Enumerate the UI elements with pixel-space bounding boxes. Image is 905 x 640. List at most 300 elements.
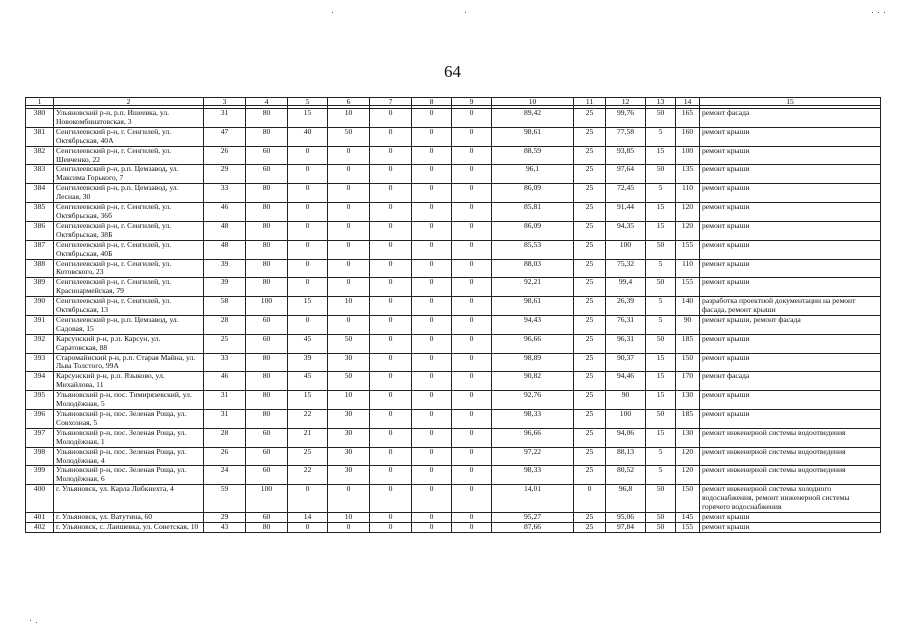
col-4-cell: 80 <box>246 221 288 240</box>
table-row <box>26 391 881 410</box>
row-number-cell: 384 <box>26 184 54 203</box>
col-9-cell: 0 <box>452 372 492 391</box>
col-4-cell: 80 <box>246 522 288 532</box>
col-4-cell: 80 <box>246 203 288 222</box>
col-14-cell: 120 <box>676 466 700 485</box>
col-10-cell: 90,82 <box>492 372 574 391</box>
scan-speck <box>878 12 879 13</box>
col-11-cell: 25 <box>574 428 606 447</box>
col-4-cell: 100 <box>246 485 288 513</box>
col-14-cell: 155 <box>676 240 700 259</box>
scan-speck <box>36 622 37 623</box>
row-number-cell: 402 <box>26 522 54 532</box>
table-row <box>26 410 881 429</box>
col-6-cell: 0 <box>328 522 370 532</box>
col-5-cell: 22 <box>288 410 328 429</box>
col-11-cell: 0 <box>574 485 606 513</box>
row-number-cell: 389 <box>26 278 54 297</box>
col-3-cell: 31 <box>204 391 246 410</box>
row-number-cell: 388 <box>26 259 54 278</box>
col-5-cell: 25 <box>288 447 328 466</box>
col-13-cell: 50 <box>646 278 676 297</box>
column-header-11: 11 <box>574 98 606 106</box>
row-number-cell: 396 <box>26 410 54 429</box>
work-type-cell: ремонт крыши <box>700 146 881 165</box>
col-7-cell: 0 <box>370 109 412 128</box>
col-6-cell: 50 <box>328 372 370 391</box>
table-row <box>26 127 881 146</box>
col-3-cell: 47 <box>204 127 246 146</box>
col-6-cell: 30 <box>328 466 370 485</box>
col-3-cell: 58 <box>204 297 246 316</box>
col-3-cell: 29 <box>204 512 246 522</box>
col-3-cell: 59 <box>204 485 246 513</box>
register-table <box>25 97 881 533</box>
col-11-cell: 25 <box>574 184 606 203</box>
row-number-cell: 397 <box>26 428 54 447</box>
col-5-cell: 39 <box>288 353 328 372</box>
col-13-cell: 15 <box>646 428 676 447</box>
col-13-cell: 50 <box>646 512 676 522</box>
col-6-cell: 30 <box>328 447 370 466</box>
col-14-cell: 120 <box>676 203 700 222</box>
col-5-cell: 15 <box>288 297 328 316</box>
work-type-cell: ремонт фасада <box>700 109 881 128</box>
col-3-cell: 33 <box>204 184 246 203</box>
col-11-cell: 25 <box>574 447 606 466</box>
row-number-cell: 387 <box>26 240 54 259</box>
address-cell: Сенгилеевский р-н, г. Сенгилей, ул. Октябрьская, 38Б <box>54 221 204 240</box>
address-cell: г. Ульяновск, с. Лаишевка, ул. Советская, 10 <box>54 522 204 532</box>
col-6-cell: 30 <box>328 428 370 447</box>
scan-speck <box>332 12 333 13</box>
col-8-cell: 0 <box>412 240 452 259</box>
address-cell: Сенгилеевский р-н, г. Сенгилей, ул. Красноармейская, 79 <box>54 278 204 297</box>
address-cell: Сенгилеевский р-н, р.п. Цемзавод, ул. Лесная, 30 <box>54 184 204 203</box>
work-type-cell: ремонт крыши <box>700 259 881 278</box>
work-type-cell: ремонт крыши <box>700 240 881 259</box>
col-7-cell: 0 <box>370 259 412 278</box>
column-header-10: 10 <box>492 98 574 106</box>
col-12-cell: 91,44 <box>606 203 646 222</box>
col-10-cell: 94,43 <box>492 315 574 334</box>
col-7-cell: 0 <box>370 127 412 146</box>
col-14-cell: 100 <box>676 146 700 165</box>
col-14-cell: 130 <box>676 428 700 447</box>
col-9-cell: 0 <box>452 184 492 203</box>
col-9-cell: 0 <box>452 278 492 297</box>
column-header-7: 7 <box>370 98 412 106</box>
col-10-cell: 98,33 <box>492 466 574 485</box>
col-8-cell: 0 <box>412 127 452 146</box>
col-7-cell: 0 <box>370 428 412 447</box>
col-14-cell: 170 <box>676 372 700 391</box>
work-type-cell: ремонт крыши, ремонт фасада <box>700 315 881 334</box>
address-cell: Ульяновский р-н, р.п. Ишеевка, ул. Новокомбинатовская, 3 <box>54 109 204 128</box>
col-5-cell: 15 <box>288 391 328 410</box>
col-8-cell: 0 <box>412 165 452 184</box>
col-6-cell: 0 <box>328 259 370 278</box>
column-header-2: 2 <box>54 98 204 106</box>
col-8-cell: 0 <box>412 447 452 466</box>
col-7-cell: 0 <box>370 165 412 184</box>
col-13-cell: 50 <box>646 334 676 353</box>
col-4-cell: 60 <box>246 466 288 485</box>
scan-speck <box>465 12 466 13</box>
col-14-cell: 120 <box>676 221 700 240</box>
address-cell: Сенгилеевский р-н, г. Сенгилей, ул. Октябрьская, 40Б <box>54 240 204 259</box>
col-8-cell: 0 <box>412 109 452 128</box>
col-11-cell: 25 <box>574 221 606 240</box>
column-header-6: 6 <box>328 98 370 106</box>
col-7-cell: 0 <box>370 372 412 391</box>
col-13-cell: 15 <box>646 146 676 165</box>
row-number-cell: 394 <box>26 372 54 391</box>
col-14-cell: 185 <box>676 410 700 429</box>
table-row <box>26 315 881 334</box>
col-12-cell: 96,31 <box>606 334 646 353</box>
column-header-12: 12 <box>606 98 646 106</box>
col-7-cell: 0 <box>370 334 412 353</box>
col-3-cell: 29 <box>204 165 246 184</box>
col-7-cell: 0 <box>370 466 412 485</box>
col-7-cell: 0 <box>370 297 412 316</box>
col-6-cell: 50 <box>328 127 370 146</box>
column-header-13: 13 <box>646 98 676 106</box>
col-14-cell: 145 <box>676 512 700 522</box>
col-11-cell: 25 <box>574 240 606 259</box>
col-3-cell: 28 <box>204 428 246 447</box>
col-10-cell: 98,61 <box>492 297 574 316</box>
col-8-cell: 0 <box>412 410 452 429</box>
table-row <box>26 428 881 447</box>
col-5-cell: 0 <box>288 203 328 222</box>
column-header-4: 4 <box>246 98 288 106</box>
col-13-cell: 50 <box>646 109 676 128</box>
col-11-cell: 25 <box>574 410 606 429</box>
table-row <box>26 297 881 316</box>
col-4-cell: 60 <box>246 334 288 353</box>
col-9-cell: 0 <box>452 240 492 259</box>
col-7-cell: 0 <box>370 203 412 222</box>
address-cell: Старомайнский р-н, р.п. Старая Майна, ул. Льва Толстого, 99А <box>54 353 204 372</box>
col-13-cell: 5 <box>646 297 676 316</box>
col-12-cell: 77,58 <box>606 127 646 146</box>
col-13-cell: 50 <box>646 240 676 259</box>
col-9-cell: 0 <box>452 221 492 240</box>
col-8-cell: 0 <box>412 146 452 165</box>
col-13-cell: 50 <box>646 522 676 532</box>
col-6-cell: 50 <box>328 334 370 353</box>
column-header-14: 14 <box>676 98 700 106</box>
col-14-cell: 135 <box>676 165 700 184</box>
col-4-cell: 60 <box>246 315 288 334</box>
col-13-cell: 5 <box>646 259 676 278</box>
col-11-cell: 25 <box>574 372 606 391</box>
col-14-cell: 120 <box>676 447 700 466</box>
col-9-cell: 0 <box>452 259 492 278</box>
work-type-cell: ремонт крыши <box>700 127 881 146</box>
address-cell: г. Ульяновск, ул. Ватутина, 60 <box>54 512 204 522</box>
work-type-cell: ремонт крыши <box>700 353 881 372</box>
col-14-cell: 155 <box>676 278 700 297</box>
work-type-cell: ремонт крыши <box>700 165 881 184</box>
col-4-cell: 80 <box>246 259 288 278</box>
col-13-cell: 5 <box>646 466 676 485</box>
col-7-cell: 0 <box>370 522 412 532</box>
table-row <box>26 259 881 278</box>
column-header-15: 15 <box>700 98 881 106</box>
address-cell: Сенгилеевский р-н, р.п. Цемзавод, ул. Максима Горького, 7 <box>54 165 204 184</box>
address-cell: г. Ульяновск, ул. Карла Либкнехта, 4 <box>54 485 204 513</box>
col-11-cell: 25 <box>574 146 606 165</box>
col-14-cell: 185 <box>676 334 700 353</box>
col-9-cell: 0 <box>452 109 492 128</box>
col-3-cell: 28 <box>204 315 246 334</box>
column-header-9: 9 <box>452 98 492 106</box>
col-10-cell: 85,81 <box>492 203 574 222</box>
page-number: 64 <box>444 62 461 81</box>
col-4-cell: 60 <box>246 146 288 165</box>
table-row <box>26 184 881 203</box>
col-3-cell: 48 <box>204 240 246 259</box>
col-9-cell: 0 <box>452 315 492 334</box>
col-8-cell: 0 <box>412 391 452 410</box>
col-12-cell: 97,84 <box>606 522 646 532</box>
col-7-cell: 0 <box>370 146 412 165</box>
col-11-cell: 25 <box>574 522 606 532</box>
row-number-cell: 390 <box>26 297 54 316</box>
col-11-cell: 25 <box>574 334 606 353</box>
col-10-cell: 98,33 <box>492 410 574 429</box>
work-type-cell: ремонт крыши <box>700 334 881 353</box>
col-6-cell: 0 <box>328 146 370 165</box>
work-type-cell: ремонт крыши <box>700 221 881 240</box>
work-type-cell: ремонт крыши <box>700 410 881 429</box>
address-cell: Карсунский р-н, р.п. Языково, ул. Михайлова, 11 <box>54 372 204 391</box>
col-13-cell: 15 <box>646 203 676 222</box>
col-9-cell: 0 <box>452 428 492 447</box>
address-cell: Сенгилеевский р-н, г. Сенгилей, ул. Котовского, 23 <box>54 259 204 278</box>
col-5-cell: 0 <box>288 278 328 297</box>
work-type-cell: ремонт фасада <box>700 372 881 391</box>
work-type-cell: ремонт крыши <box>700 512 881 522</box>
col-5-cell: 0 <box>288 485 328 513</box>
col-6-cell: 0 <box>328 221 370 240</box>
column-header-3: 3 <box>204 98 246 106</box>
col-4-cell: 80 <box>246 353 288 372</box>
col-12-cell: 94,35 <box>606 221 646 240</box>
col-11-cell: 25 <box>574 127 606 146</box>
col-10-cell: 14,01 <box>492 485 574 513</box>
col-8-cell: 0 <box>412 353 452 372</box>
col-3-cell: 31 <box>204 109 246 128</box>
col-6-cell: 0 <box>328 485 370 513</box>
table-row <box>26 278 881 297</box>
col-10-cell: 87,66 <box>492 522 574 532</box>
col-9-cell: 0 <box>452 485 492 513</box>
col-10-cell: 98,89 <box>492 353 574 372</box>
table-row <box>26 522 881 532</box>
col-10-cell: 88,59 <box>492 146 574 165</box>
col-11-cell: 25 <box>574 466 606 485</box>
address-cell: Ульяновский р-н, пос. Зеленая Роща, ул. Молодёжная, 6 <box>54 466 204 485</box>
col-3-cell: 43 <box>204 522 246 532</box>
col-12-cell: 76,31 <box>606 315 646 334</box>
col-9-cell: 0 <box>452 146 492 165</box>
col-7-cell: 0 <box>370 485 412 513</box>
col-13-cell: 15 <box>646 391 676 410</box>
work-type-cell: ремонт крыши <box>700 203 881 222</box>
work-type-cell: ремонт инженерной системы водоотведения <box>700 428 881 447</box>
col-14-cell: 110 <box>676 184 700 203</box>
table-row <box>26 353 881 372</box>
col-3-cell: 33 <box>204 353 246 372</box>
table-row <box>26 466 881 485</box>
col-11-cell: 25 <box>574 353 606 372</box>
col-6-cell: 10 <box>328 391 370 410</box>
col-8-cell: 0 <box>412 372 452 391</box>
address-cell: Сенгилеевский р-н, г. Сенгилей, ул. Октябрьская, 40А <box>54 127 204 146</box>
col-3-cell: 39 <box>204 259 246 278</box>
col-12-cell: 90 <box>606 391 646 410</box>
col-14-cell: 150 <box>676 485 700 513</box>
col-14-cell: 140 <box>676 297 700 316</box>
col-9-cell: 0 <box>452 203 492 222</box>
table-row <box>26 203 881 222</box>
address-cell: Карсунский р-н, р.п. Карсун, ул. Саратовская, 88 <box>54 334 204 353</box>
col-12-cell: 99,4 <box>606 278 646 297</box>
col-8-cell: 0 <box>412 485 452 513</box>
col-13-cell: 50 <box>646 165 676 184</box>
col-11-cell: 25 <box>574 512 606 522</box>
col-13-cell: 15 <box>646 221 676 240</box>
col-3-cell: 31 <box>204 410 246 429</box>
col-4-cell: 80 <box>246 240 288 259</box>
col-7-cell: 0 <box>370 353 412 372</box>
col-14-cell: 160 <box>676 127 700 146</box>
col-8-cell: 0 <box>412 221 452 240</box>
col-9-cell: 0 <box>452 447 492 466</box>
row-number-cell: 385 <box>26 203 54 222</box>
col-11-cell: 25 <box>574 165 606 184</box>
column-header-5: 5 <box>288 98 328 106</box>
col-13-cell: 5 <box>646 184 676 203</box>
col-3-cell: 26 <box>204 447 246 466</box>
col-6-cell: 0 <box>328 184 370 203</box>
work-type-cell: ремонт крыши <box>700 184 881 203</box>
table-row <box>26 447 881 466</box>
col-14-cell: 150 <box>676 353 700 372</box>
col-8-cell: 0 <box>412 428 452 447</box>
address-cell: Сенгилеевский р-н, г. Сенгилей, ул. Шевченко, 22 <box>54 146 204 165</box>
col-9-cell: 0 <box>452 522 492 532</box>
col-8-cell: 0 <box>412 315 452 334</box>
work-type-cell: ремонт инженерной системы холодного водоснабжения, ремонт инженерной системы горячего водоснабжения <box>700 485 881 513</box>
col-4-cell: 80 <box>246 184 288 203</box>
col-7-cell: 0 <box>370 512 412 522</box>
work-type-cell: ремонт крыши <box>700 391 881 410</box>
col-12-cell: 75,32 <box>606 259 646 278</box>
row-number-cell: 399 <box>26 466 54 485</box>
col-5-cell: 0 <box>288 165 328 184</box>
col-7-cell: 0 <box>370 221 412 240</box>
col-7-cell: 0 <box>370 391 412 410</box>
col-12-cell: 26,39 <box>606 297 646 316</box>
col-13-cell: 15 <box>646 353 676 372</box>
col-3-cell: 48 <box>204 221 246 240</box>
col-5-cell: 0 <box>288 522 328 532</box>
col-4-cell: 60 <box>246 447 288 466</box>
col-4-cell: 80 <box>246 278 288 297</box>
col-8-cell: 0 <box>412 297 452 316</box>
row-number-cell: 401 <box>26 512 54 522</box>
col-7-cell: 0 <box>370 184 412 203</box>
col-12-cell: 100 <box>606 240 646 259</box>
row-number-cell: 392 <box>26 334 54 353</box>
table-row <box>26 485 881 513</box>
row-number-cell: 383 <box>26 165 54 184</box>
col-8-cell: 0 <box>412 184 452 203</box>
col-3-cell: 46 <box>204 203 246 222</box>
row-number-cell: 398 <box>26 447 54 466</box>
col-6-cell: 0 <box>328 278 370 297</box>
col-7-cell: 0 <box>370 240 412 259</box>
col-4-cell: 60 <box>246 165 288 184</box>
col-6-cell: 10 <box>328 297 370 316</box>
col-10-cell: 85,53 <box>492 240 574 259</box>
table-row <box>26 512 881 522</box>
col-12-cell: 97,64 <box>606 165 646 184</box>
col-9-cell: 0 <box>452 512 492 522</box>
work-type-cell: ремонт крыши <box>700 522 881 532</box>
col-5-cell: 22 <box>288 466 328 485</box>
table-row <box>26 372 881 391</box>
col-10-cell: 92,21 <box>492 278 574 297</box>
col-8-cell: 0 <box>412 522 452 532</box>
col-11-cell: 25 <box>574 203 606 222</box>
col-3-cell: 26 <box>204 146 246 165</box>
col-10-cell: 96,66 <box>492 428 574 447</box>
col-10-cell: 97,22 <box>492 447 574 466</box>
col-10-cell: 95,27 <box>492 512 574 522</box>
address-cell: Сенгилеевский р-н, р.п. Цемзавод, ул. Садовая, 15 <box>54 315 204 334</box>
col-11-cell: 25 <box>574 109 606 128</box>
col-11-cell: 25 <box>574 278 606 297</box>
col-5-cell: 0 <box>288 146 328 165</box>
col-4-cell: 80 <box>246 410 288 429</box>
col-10-cell: 86,09 <box>492 184 574 203</box>
col-6-cell: 0 <box>328 165 370 184</box>
col-12-cell: 88,13 <box>606 447 646 466</box>
col-14-cell: 130 <box>676 391 700 410</box>
address-cell: Ульяновский р-н, пос. Зеленая Роща, ул. Совхозная, 5 <box>54 410 204 429</box>
col-6-cell: 10 <box>328 512 370 522</box>
col-8-cell: 0 <box>412 203 452 222</box>
col-4-cell: 60 <box>246 428 288 447</box>
col-12-cell: 100 <box>606 410 646 429</box>
col-5-cell: 45 <box>288 372 328 391</box>
col-10-cell: 89,42 <box>492 109 574 128</box>
col-5-cell: 0 <box>288 221 328 240</box>
col-14-cell: 155 <box>676 522 700 532</box>
col-6-cell: 0 <box>328 315 370 334</box>
scan-speck <box>884 12 885 13</box>
col-5-cell: 0 <box>288 259 328 278</box>
col-12-cell: 94,46 <box>606 372 646 391</box>
col-3-cell: 24 <box>204 466 246 485</box>
col-7-cell: 0 <box>370 410 412 429</box>
